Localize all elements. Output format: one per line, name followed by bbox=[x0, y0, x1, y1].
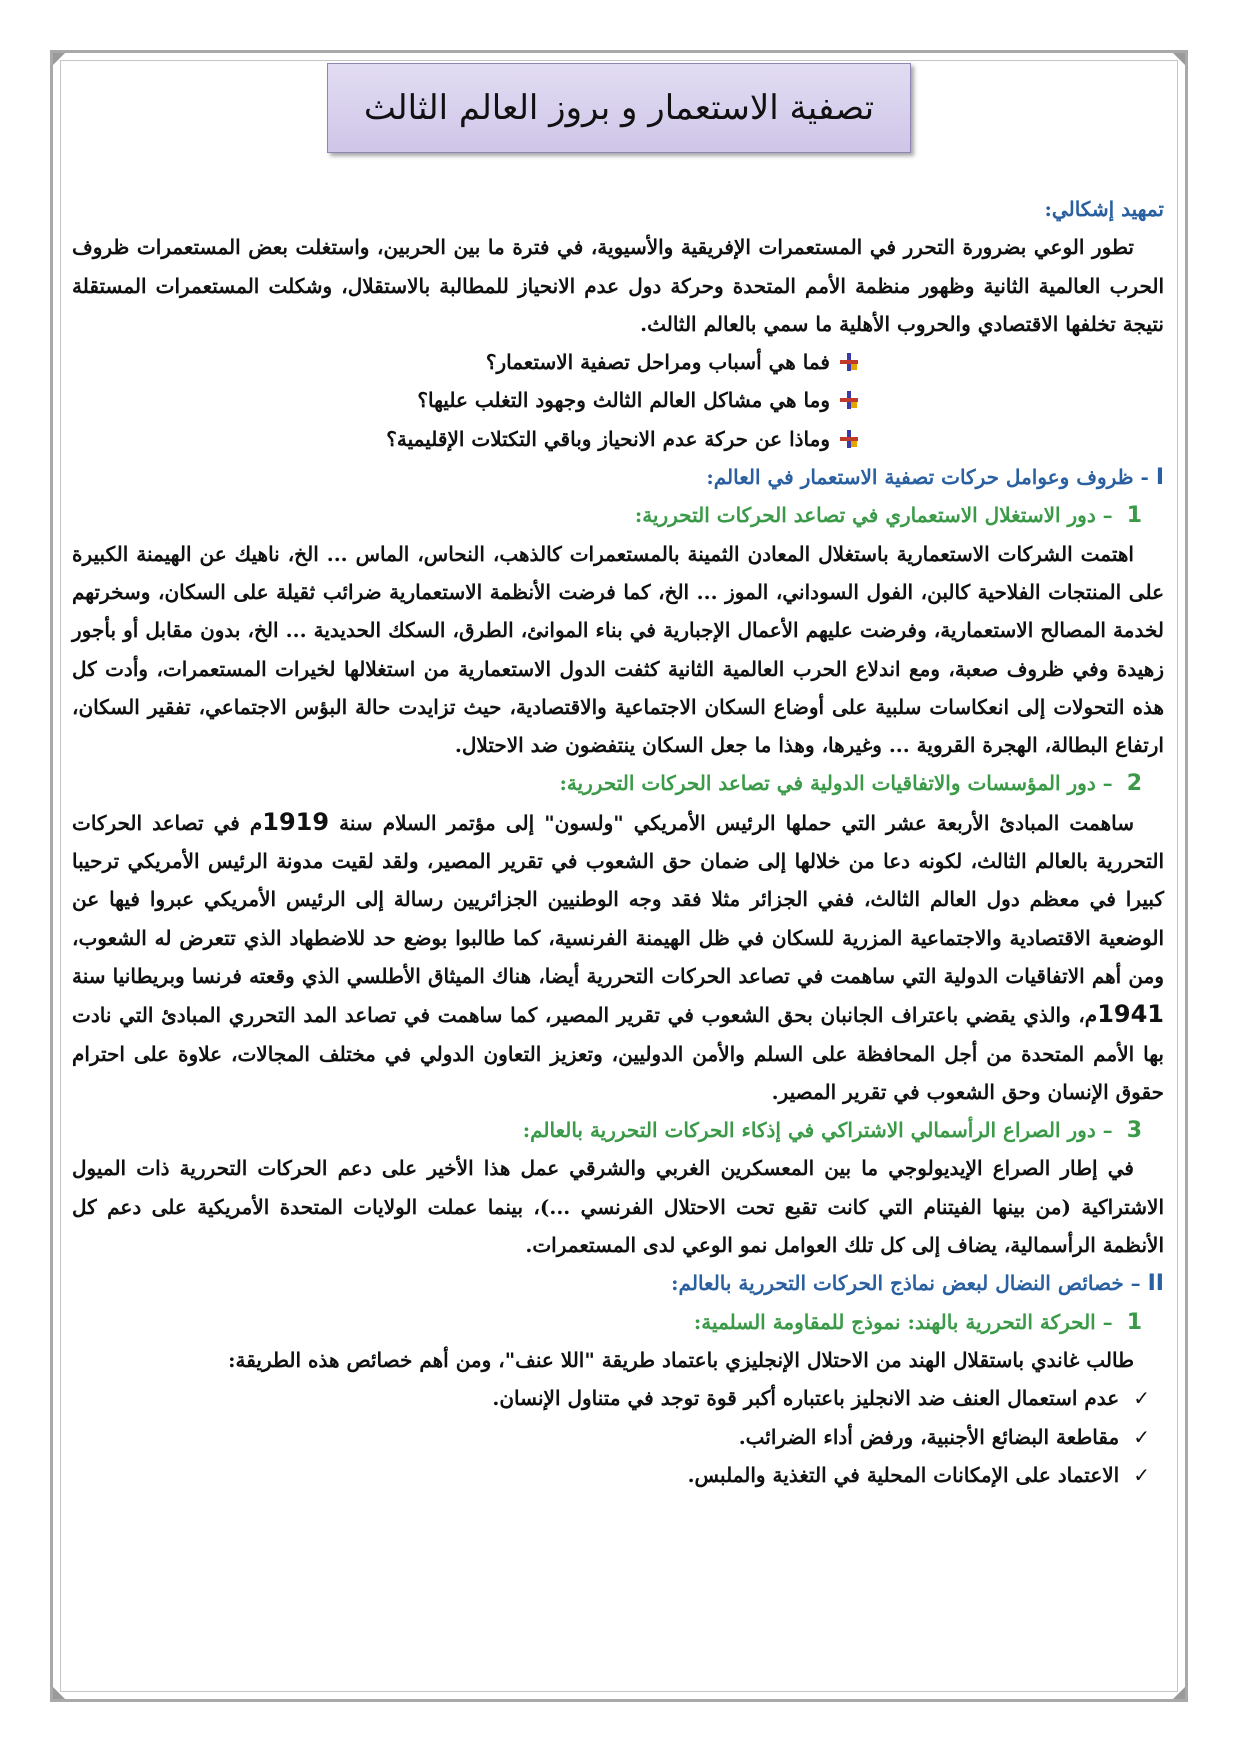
plus-bullet-icon bbox=[840, 430, 858, 448]
document-body bbox=[72, 190, 1164, 1494]
plus-bullet-icon bbox=[840, 391, 858, 409]
subsection-1-2-paragraph: ساهمت المبادئ الأربعة عشر التي حملها الرئيس الأمريكي "ولسون" إلى مؤتمر السلام سنة 1919م في تصاعد الحركات التحررية بالعالم الثالث، لكونه دعا من خلالها إلى ضمان حق الشعوب في تقرير المصير، ولقد لقيت مدونة الرئيس الأمريكي ترحيبا كبيرا في معظم دول العالم الثالث، ففي الجزائر مثلا فقد وجه الوطنيين الجزائريين رسالة إلى الرئيس الأمريكي عبروا فيها عن الوضعية الاقتصادية والاجتماعية المزرية للسكان في ظل الهيمنة الفرنسية، كما طالبوا بوضع حد للاضطهاد الذي تتعرض له الشعوب، ومن أهم الاتفاقيات الدولية التي ساهمت في تصاعد الحركات التحررية أيضا، هناك الميثاق الأطلسي الذي وقعته فرنسا وبريطانيا سنة 1941م، والذي يقضي باعتراف الجانبان بحق الشعوب في تقرير المصير، كما ساهمت في تصاعد المد التحرري المبادئ التي نادت بها الأمم المتحدة من أجل المحافظة على السلم والأمن الدوليين، وتعزيز التعاون الدولي في مختلف المجالات، علاوة على احترام حقوق الإنسان وحق الشعوب في تقرير المصير. bbox=[72, 807, 1164, 1104]
year-1919: 1919 bbox=[262, 807, 330, 836]
checkmark-icon: ✓ bbox=[1133, 1462, 1150, 1487]
corner-ornament bbox=[53, 1687, 65, 1699]
subsection-2-1-heading: 1– الحركة التحررية بالهند: نموذج للمقاومة السلمية: bbox=[693, 1309, 1142, 1335]
title-box bbox=[327, 63, 911, 153]
intro-heading: تمهيد إشكالي: bbox=[1044, 197, 1164, 221]
subsection-number: 1 bbox=[1126, 1309, 1142, 1335]
page-title: تصفية الاستعمار و بروز العالم الثالث bbox=[363, 88, 875, 128]
corner-ornament bbox=[53, 53, 65, 65]
subsection-number: 2 bbox=[1126, 771, 1142, 797]
checklist-item: ✓عدم استعمال العنف ضد الانجليز باعتباره أكبر قوة توجد في متناول الإنسان. bbox=[492, 1386, 1150, 1411]
section-number: I bbox=[1155, 465, 1164, 491]
question-item: وما هي مشاكل العالم الثالث وجهود التغلب عليها؟ bbox=[72, 381, 1164, 419]
section-2-heading: II – خصائص النضال لبعض نماذج الحركات التحررية بالعالم: bbox=[671, 1271, 1164, 1297]
subsection-1-1-heading: 1– دور الاستغلال الاستعماري في تصاعد الحركات التحررية: bbox=[634, 503, 1142, 529]
corner-ornament bbox=[1173, 53, 1185, 65]
subsection-1-1-paragraph: اهتمت الشركات الاستعمارية باستغلال المعادن الثمينة بالمستعمرات كالذهب، النحاس، الماس ... الخ، ناهيك عن الهيمنة الكبيرة على المنتجات الفلاحية كالبن، الفول السوداني، الموز ... الخ، كما فرضت الأنظمة الاستعمارية ضرائب ثقيلة على السكان، وسخرتهم لخدمة المصالح الاستعمارية، وفرضت عليهم الأعمال الإجبارية في بناء الموانئ، الطرق، السكك الحديدية ... الخ، بدون مقابل أو بأجور زهيدة وفي ظروف صعبة، ومع اندلاع الحرب العالمية الثانية كثفت الدول الاستعمارية من استغلالها لخيرات المستعمرات، وأدت كل هذه التحولات إلى انعكاسات سلبية على أوضاع السكان الاجتماعية والاقتصادية، حيث تزايدت حالة البؤس الاجتماعي، تفقير السكان، ارتفاع البطالة، الهجرة القروية ... وغيرها، وهذا ما جعل السكان ينتفضون ضد الاحتلال. bbox=[72, 541, 1164, 758]
year-1941: 1941 bbox=[1097, 1000, 1164, 1029]
subsection-2-1-paragraph: طالب غاندي باستقلال الهند من الاحتلال الإنجليزي باعتماد طريقة "اللا عنف"، ومن أهم خصائص هذه الطريقة: bbox=[228, 1347, 1134, 1372]
question-item: وماذا عن حركة عدم الانحياز وباقي التكتلات الإقليمية؟ bbox=[72, 420, 1164, 458]
checkmark-icon: ✓ bbox=[1133, 1386, 1150, 1411]
corner-ornament bbox=[1173, 1687, 1185, 1699]
checkmark-icon: ✓ bbox=[1133, 1424, 1150, 1449]
intro-paragraph: تطور الوعي بضرورة التحرر في المستعمرات الإفريقية والأسيوية، في فترة ما بين الحربين، واستغلت بعض المستعمرات ظروف الحرب العالمية الثانية وظهور منظمة الأمم المتحدة وحركة دول عدم الانحياز للمطالبة بالاستقلال، وشكلت المستعمرات المستقلة نتيجة تخلفها الاقتصادي والحروب الأهلية ما سمي بالعالم الثالث. bbox=[72, 235, 1164, 336]
subsection-number: 1 bbox=[1126, 503, 1142, 529]
question-item: فما هي أسباب ومراحل تصفية الاستعمار؟ bbox=[72, 343, 1164, 381]
subsection-1-3-paragraph: في إطار الصراع الإيديولوجي ما بين المعسكرين الغربي والشرقي عمل هذا الأخير على دعم الحركات التحررية ذات الميول الاشتراكية (من بينها الفيتنام التي كانت تقبع تحت الاحتلال الفرنسي ...)، بينما عملت الولايات المتحدة الأمريكية على دعم كل الأنظمة الرأسمالية، يضاف إلى كل تلك العوامل نمو الوعي لدى المستعمرات. bbox=[72, 1156, 1164, 1258]
section-1-heading: I - ظروف وعوامل حركات تصفية الاستعمار في العالم: bbox=[706, 465, 1164, 491]
plus-bullet-icon bbox=[840, 353, 858, 371]
section-number: II bbox=[1147, 1271, 1164, 1297]
subsection-number: 3 bbox=[1126, 1118, 1142, 1144]
subsection-1-3-heading: 3– دور الصراع الرأسمالي الاشتراكي في إذكاء الحركات التحررية بالعالم: bbox=[522, 1118, 1142, 1144]
subsection-1-2-heading: 2– دور المؤسسات والاتفاقيات الدولية في تصاعد الحركات التحررية: bbox=[559, 771, 1142, 797]
checklist-item: ✓الاعتماد على الإمكانات المحلية في التغذية والملبس. bbox=[687, 1462, 1150, 1487]
checklist-item: ✓مقاطعة البضائع الأجنبية، ورفض أداء الضرائب. bbox=[738, 1424, 1150, 1449]
